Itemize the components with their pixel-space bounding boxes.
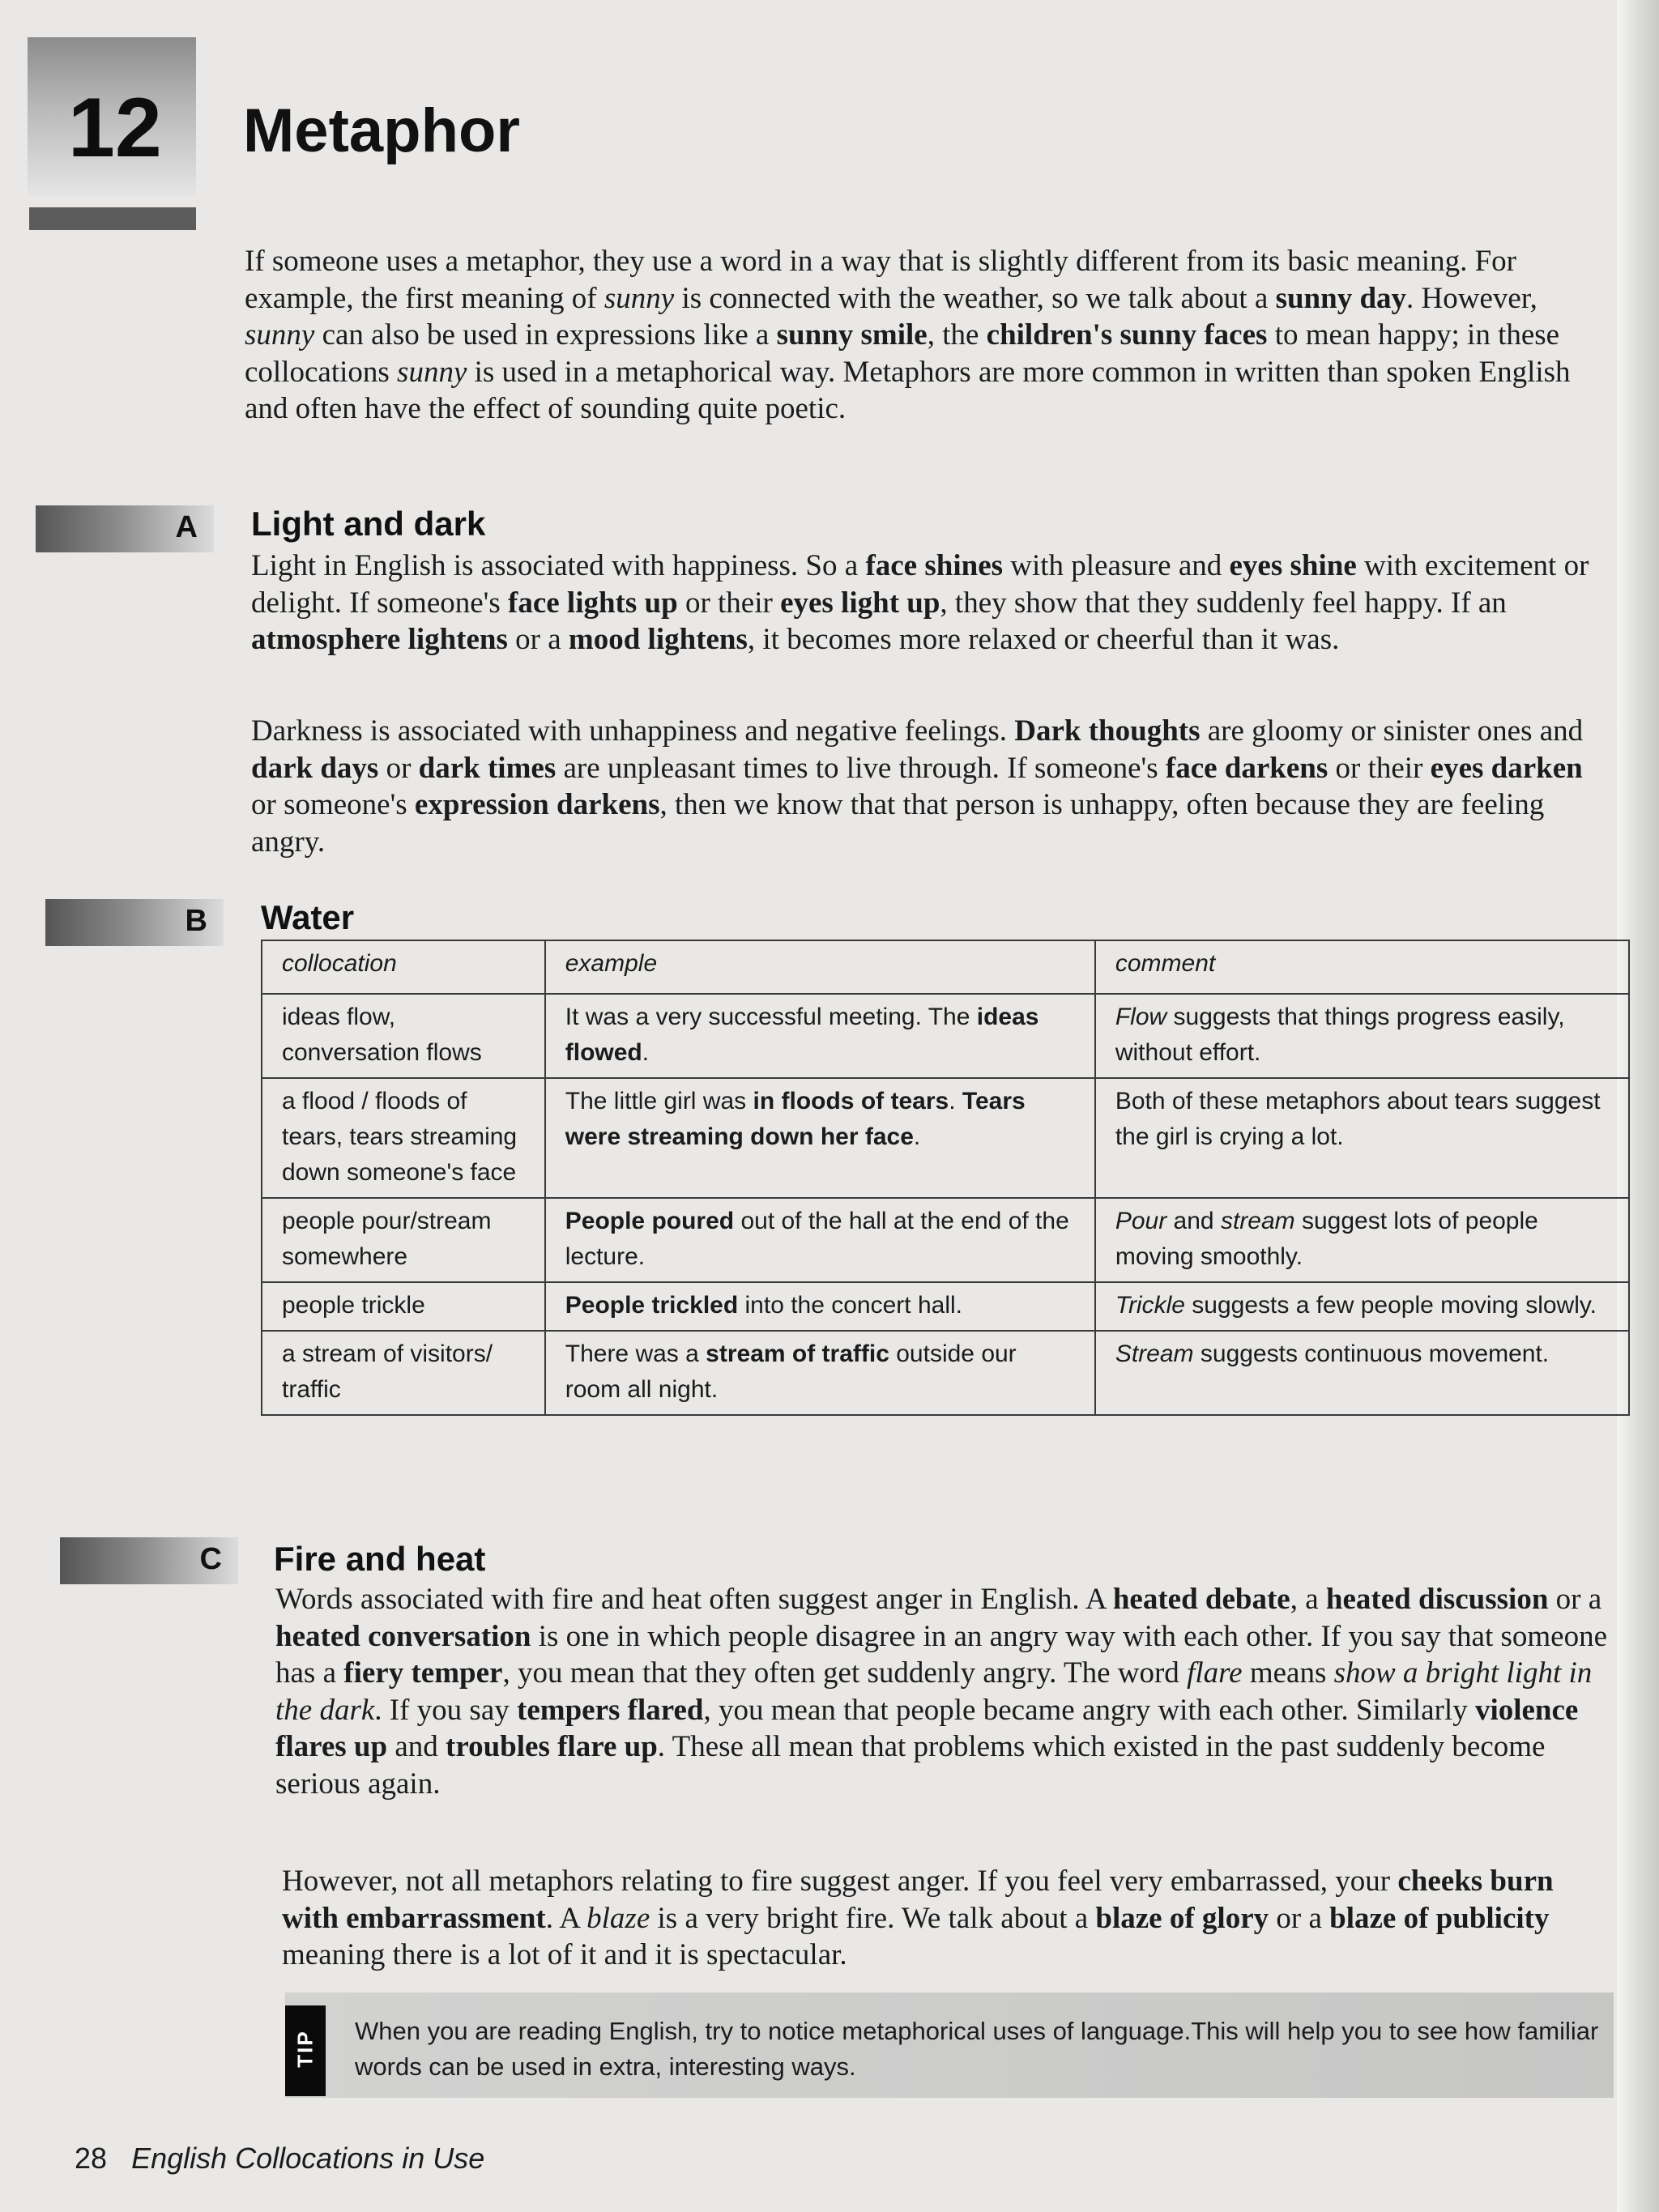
- bold-phrase: heated debate: [1112, 1583, 1290, 1616]
- example-cell: [545, 1282, 1095, 1331]
- tip-text: When you are reading English, try to notice metaphorical uses of language.This will help you to see how familiar words can be used in extra, interesting ways.: [355, 2017, 1599, 2081]
- section-b-marker: [45, 899, 224, 946]
- italic-phrase: Pour: [1115, 1208, 1167, 1234]
- comment-cell: [1095, 1198, 1629, 1282]
- text-run: .: [642, 1039, 650, 1066]
- text-run: , you mean that people became angry with each other. Similarly: [703, 1693, 1475, 1727]
- unit-number: 12: [68, 81, 162, 175]
- header-comment: comment: [1095, 940, 1629, 994]
- text-run: or their: [677, 586, 781, 620]
- section-a-paragraph-1: [251, 548, 1614, 658]
- text-run: outside our room all night.: [565, 1340, 1017, 1403]
- text-run: are gloomy or sinister ones and: [1200, 714, 1584, 748]
- tip-label: TIP: [292, 2030, 318, 2068]
- bold-phrase: violence flares up: [275, 1693, 1579, 1763]
- text-run: If someone uses a metaphor, they use a word in a way that is slightly different from its basic meaning. For example, the first meaning of: [245, 245, 1516, 315]
- table-row: [262, 1198, 1629, 1282]
- text-run: or someone's: [251, 788, 415, 821]
- text-run: or a: [507, 623, 569, 656]
- bold-phrase: eyes light up: [780, 586, 940, 620]
- bold-phrase: heated discussion: [1325, 1583, 1549, 1616]
- bold-phrase: in floods of tears: [753, 1088, 949, 1115]
- comment-cell: [1095, 1331, 1629, 1415]
- page-footer: [75, 2142, 484, 2176]
- text-run: or their: [1328, 751, 1431, 785]
- section-b-title: Water: [261, 898, 355, 936]
- text-run: . If you say: [374, 1693, 517, 1727]
- italic-phrase: stream: [1220, 1208, 1295, 1234]
- table-row: [262, 994, 1629, 1078]
- text-run: out of the hall at the end of the lecture.: [565, 1208, 1069, 1270]
- collocation-cell: ideas flow, conversation flows: [262, 994, 545, 1078]
- text-run: and: [387, 1730, 446, 1763]
- text-run: However, not all metaphors relating to fire suggest anger. If you feel very embarrassed, your: [282, 1865, 1398, 1898]
- italic-phrase: blaze: [586, 1901, 650, 1935]
- text-run: . A: [545, 1901, 587, 1935]
- section-c-paragraph-2: [282, 1863, 1614, 1974]
- text-run: The little girl was: [565, 1088, 753, 1115]
- text-run: , they show that they suddenly feel happy. If an: [940, 586, 1507, 620]
- text-run: is a very bright fire. We talk about a: [650, 1901, 1096, 1935]
- collocation-cell: people trickle: [262, 1282, 545, 1331]
- italic-phrase: Trickle: [1115, 1292, 1185, 1319]
- example-cell: [545, 994, 1095, 1078]
- text-run: or: [378, 751, 419, 785]
- section-c-marker: [60, 1537, 238, 1584]
- text-run: are unpleasant times to live through. If someone's: [556, 751, 1166, 785]
- italic-phrase: sunny: [397, 355, 467, 389]
- section-a-letter: A: [175, 510, 198, 544]
- comment-cell: [1095, 1078, 1629, 1198]
- unit-bar: [29, 207, 196, 230]
- bold-phrase: tempers flared: [517, 1693, 704, 1727]
- header-example: example: [545, 940, 1095, 994]
- text-run: to mean happy; in these collocations: [245, 318, 1560, 389]
- bold-phrase: heated conversation: [275, 1619, 531, 1653]
- text-run: suggest lots of people moving smoothly.: [1115, 1208, 1538, 1270]
- unit-title: Metaphor: [243, 96, 520, 165]
- bold-phrase: Tears were streaming down her face: [565, 1088, 1026, 1150]
- bold-phrase: expression darkens: [414, 788, 660, 821]
- unit-number-box: [28, 37, 196, 196]
- text-run: .: [949, 1088, 962, 1115]
- example-cell: [545, 1078, 1095, 1198]
- text-run: Darkness is associated with unhappiness and negative feelings.: [251, 714, 1015, 748]
- text-run: , it becomes more relaxed or cheerful than it was.: [747, 623, 1340, 656]
- table-row: [262, 1331, 1629, 1415]
- bold-phrase: People trickled: [565, 1292, 739, 1319]
- collocation-cell: a stream of visitors/ traffic: [262, 1331, 545, 1415]
- text-run: suggests continuous movement.: [1193, 1340, 1550, 1367]
- bold-phrase: cheeks burn with embarrassment: [282, 1865, 1554, 1935]
- tip-box: [285, 1993, 1614, 2098]
- text-run: means: [1242, 1656, 1334, 1690]
- bold-phrase: children's sunny faces: [986, 318, 1268, 352]
- page-number: 28: [75, 2142, 108, 2175]
- bold-phrase: fiery temper: [343, 1656, 503, 1690]
- collocation-cell: a flood / floods of tears, tears streaming down someone's face: [262, 1078, 545, 1198]
- table-row: [262, 1078, 1629, 1198]
- header-collocation: collocation: [262, 940, 545, 994]
- bold-phrase: dark days: [251, 751, 379, 785]
- text-run: It was a very successful meeting. The: [565, 1004, 977, 1030]
- bold-phrase: People poured: [565, 1208, 735, 1234]
- bold-phrase: ideas flowed: [565, 1004, 1039, 1066]
- text-run: , a: [1290, 1583, 1326, 1616]
- intro-paragraph: [245, 243, 1614, 428]
- collocation-cell: people pour/stream somewhere: [262, 1198, 545, 1282]
- bold-phrase: face darkens: [1165, 751, 1328, 785]
- bold-phrase: eyes shine: [1229, 549, 1357, 582]
- bold-phrase: face shines: [865, 549, 1004, 582]
- collocation-table: [261, 940, 1630, 1416]
- comment-cell: [1095, 1282, 1629, 1331]
- bold-phrase: dark times: [418, 751, 557, 785]
- bold-phrase: sunny day: [1275, 281, 1407, 315]
- text-run: Light in English is associated with happiness. So a: [251, 549, 866, 582]
- italic-phrase: sunny: [603, 281, 675, 315]
- text-run: and: [1166, 1208, 1221, 1234]
- text-run: is used in a metaphorical way. Metaphors are more common in written than spoken English and often have the effect of sounding quite poetic.: [245, 355, 1571, 425]
- italic-phrase: Stream: [1115, 1340, 1194, 1367]
- text-run: with pleasure and: [1003, 549, 1230, 582]
- text-run: suggests that things progress easily, without effort.: [1115, 1004, 1565, 1066]
- italic-phrase: sunny: [245, 318, 315, 352]
- book-title: English Collocations in Use: [131, 2142, 485, 2175]
- text-run: , you mean that they often get suddenly angry. The word: [502, 1656, 1188, 1690]
- text-run: . These all mean that problems which existed in the past suddenly become serious again.: [275, 1730, 1546, 1801]
- section-c-letter: C: [199, 1542, 222, 1576]
- section-a-marker: [36, 505, 214, 552]
- bold-phrase: mood lightens: [568, 623, 748, 656]
- bold-phrase: blaze of glory: [1095, 1901, 1269, 1935]
- text-run: .: [913, 1123, 921, 1150]
- bold-phrase: Dark thoughts: [1014, 714, 1201, 748]
- bold-phrase: blaze of publicity: [1329, 1901, 1550, 1935]
- text-run: Words associated with fire and heat often suggest anger in English. A: [275, 1583, 1113, 1616]
- bold-phrase: atmosphere lightens: [251, 623, 508, 656]
- text-run: is connected with the weather, so we talk about a: [674, 281, 1276, 315]
- text-run: is one in which people disagree in an angry way with each other. If you say that someone has a: [275, 1619, 1608, 1690]
- bold-phrase: stream of traffic: [706, 1340, 889, 1367]
- italic-phrase: Flow: [1115, 1004, 1167, 1030]
- text-run: Both of these metaphors about tears suggest the girl is crying a lot.: [1115, 1088, 1601, 1150]
- section-a-paragraph-2: [251, 713, 1614, 860]
- text-run: with excitement or delight. If someone's: [251, 549, 1589, 620]
- bold-phrase: sunny smile: [776, 318, 928, 352]
- text-run: into the concert hall.: [738, 1292, 962, 1319]
- text-run: can also be used in expressions like a: [314, 318, 777, 352]
- section-c-title: Fire and heat: [274, 1540, 486, 1578]
- text-run: . However,: [1406, 281, 1537, 315]
- text-run: suggests a few people moving slowly.: [1184, 1292, 1597, 1319]
- text-run: meaning there is a lot of it and it is spectacular.: [282, 1938, 847, 1971]
- section-c-paragraph-1: [275, 1581, 1614, 1802]
- text-run: , the: [927, 318, 987, 352]
- table-header-row: [262, 940, 1629, 994]
- comment-cell: [1095, 994, 1629, 1078]
- text-run: or a: [1548, 1583, 1602, 1616]
- table-row: [262, 1282, 1629, 1331]
- example-cell: [545, 1331, 1095, 1415]
- section-a-title: Light and dark: [251, 505, 486, 543]
- section-b-letter: B: [185, 904, 207, 938]
- text-run: There was a: [565, 1340, 706, 1367]
- italic-phrase: flare: [1187, 1656, 1243, 1690]
- text-run: , then we know that that person is unhappy, often because they are feeling angry.: [251, 788, 1545, 859]
- bold-phrase: eyes darken: [1430, 751, 1583, 785]
- example-cell: [545, 1198, 1095, 1282]
- italic-phrase: show a bright light in the dark: [275, 1656, 1593, 1727]
- tip-label-tab: [285, 2005, 326, 2096]
- text-run: or a: [1269, 1901, 1330, 1935]
- bold-phrase: face lights up: [508, 586, 678, 620]
- bold-phrase: troubles flare up: [446, 1730, 658, 1763]
